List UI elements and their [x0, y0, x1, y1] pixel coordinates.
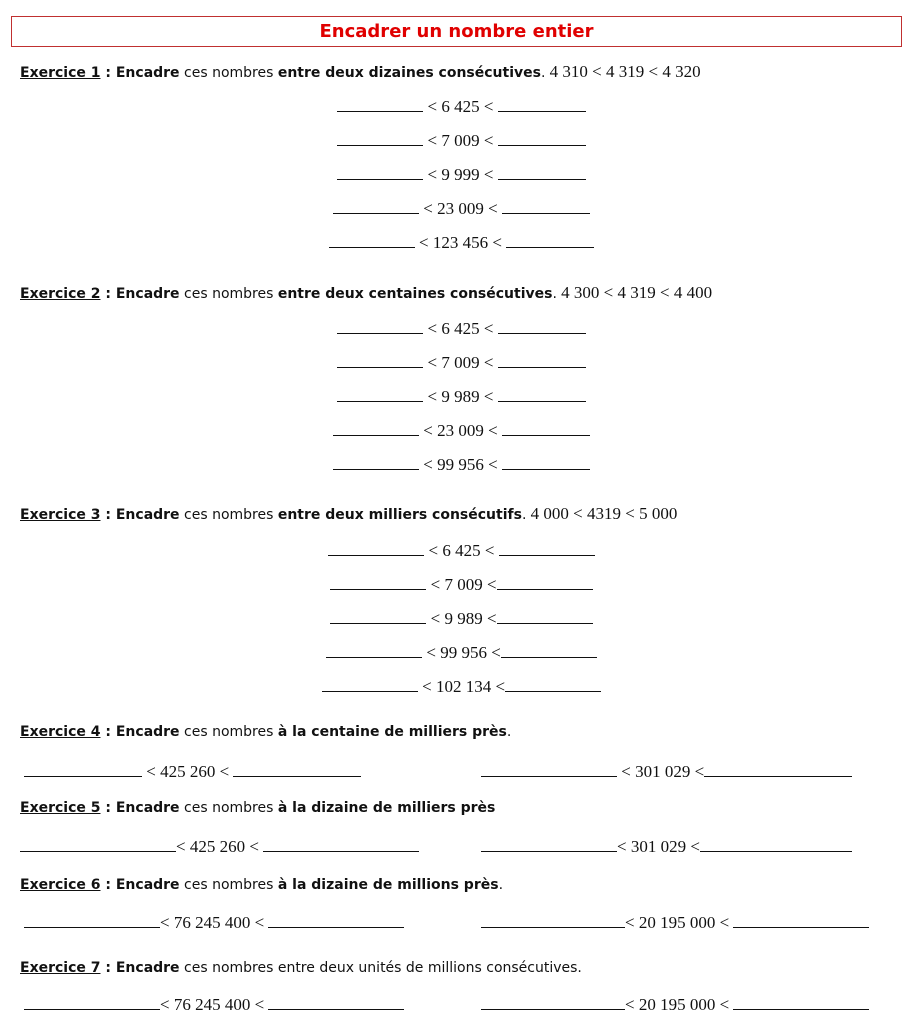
exercise-middle: ces nombres [179, 877, 278, 893]
answer-blank-right[interactable] [268, 995, 404, 1010]
bracket-number: < 6 425 < [427, 319, 494, 338]
answer-blank-right[interactable] [497, 575, 593, 590]
answer-blank-right[interactable] [700, 837, 852, 852]
answer-blank-right[interactable] [263, 837, 419, 852]
bracket-row [0, 353, 923, 373]
answer-blank-left[interactable] [333, 199, 419, 214]
exercise-colon: : [100, 65, 116, 81]
exercise-example: 4 000 < 4319 < 5 000 [526, 504, 678, 523]
bracket-number: < 7 009 < [427, 353, 494, 372]
exercise-verb: Encadre [115, 65, 180, 81]
bracket-row [0, 643, 923, 663]
bracket-number: < 9 989 < [427, 387, 494, 406]
answer-blank-left[interactable] [322, 677, 418, 692]
answer-blank-right[interactable] [498, 131, 586, 146]
bracket-number: < 23 009 < [423, 199, 498, 218]
answer-blank-right[interactable] [233, 762, 361, 777]
answer-blank-left[interactable] [337, 387, 423, 402]
exercise-verb: Encadre [115, 800, 180, 816]
bracket-row [0, 575, 923, 595]
bracket-number: < 6 425 < [427, 97, 494, 116]
exercise-end: . [498, 877, 504, 893]
answer-blank-right[interactable] [506, 233, 594, 248]
bracket-row [0, 455, 923, 475]
exercise-colon: : [100, 724, 116, 740]
exercise-label: Exercice 6 [20, 877, 101, 893]
exercise-6-heading [20, 877, 503, 893]
exercise-middle: ces nombres [179, 286, 278, 302]
answer-blank-right[interactable] [497, 609, 593, 624]
bracket-number: < 76 245 400 < [160, 913, 265, 932]
bracket-number: < 425 260 < [146, 762, 230, 781]
answer-blank-left[interactable] [328, 541, 424, 556]
bracket-number: < 9 989 < [430, 609, 497, 628]
bracket-pair-left [24, 762, 361, 782]
answer-blank-right[interactable] [733, 913, 869, 928]
bracket-pair-right [481, 837, 852, 857]
bracket-number: < 20 195 000 < [625, 995, 730, 1014]
exercise-end: . [540, 65, 546, 81]
answer-blank-left[interactable] [24, 913, 160, 928]
exercise-5-heading [20, 800, 495, 816]
exercise-middle: ces nombres [179, 800, 278, 816]
answer-blank-right[interactable] [502, 455, 590, 470]
answer-blank-left[interactable] [329, 233, 415, 248]
exercise-label: Exercice 4 [20, 724, 101, 740]
bracket-row [0, 609, 923, 629]
exercise-end: . [506, 724, 512, 740]
answer-blank-left[interactable] [20, 837, 176, 852]
bracket-row [0, 541, 923, 561]
bracket-number: < 9 999 < [427, 165, 494, 184]
exercise-end: . [552, 286, 557, 302]
bracket-number: < 102 134 < [422, 677, 506, 696]
bracket-pair-right [481, 762, 852, 782]
answer-blank-right[interactable] [498, 387, 586, 402]
exercise-middle: ces nombres [179, 724, 278, 740]
bracket-row [0, 677, 923, 697]
exercise-middle: ces nombres [179, 507, 278, 523]
answer-blank-right[interactable] [704, 762, 852, 777]
exercise-instruction: entre deux centaines consécutives [277, 286, 553, 302]
title-box [11, 16, 902, 47]
answer-blank-right[interactable] [498, 97, 586, 112]
exercise-end: . [521, 507, 527, 523]
exercise-instruction: entre deux dizaines consécutives [277, 65, 541, 81]
answer-blank-left[interactable] [337, 131, 423, 146]
page-title: Encadrer un nombre entier [319, 21, 594, 42]
answer-blank-right[interactable] [499, 541, 595, 556]
answer-blank-right[interactable] [502, 199, 590, 214]
exercise-instruction: à la dizaine de milliers près [277, 800, 496, 816]
answer-blank-left[interactable] [333, 421, 419, 436]
exercise-1-heading [20, 62, 701, 82]
bracket-row [0, 387, 923, 407]
exercise-label: Exercice 5 [20, 800, 101, 816]
bracket-row [0, 97, 923, 117]
bracket-number: < 6 425 < [428, 541, 495, 560]
bracket-row [0, 233, 923, 253]
answer-blank-right[interactable] [268, 913, 404, 928]
bracket-row [0, 199, 923, 219]
bracket-pair-left [24, 995, 404, 1015]
exercise-example: 4 300 < 4 319 < 4 400 [556, 283, 713, 302]
exercise-2-heading [20, 283, 712, 303]
exercise-label: Exercice 2 [20, 286, 101, 302]
answer-blank-left[interactable] [337, 319, 423, 334]
answer-blank-right[interactable] [498, 319, 586, 334]
answer-blank-left[interactable] [337, 353, 423, 368]
exercise-7-heading [20, 960, 582, 976]
answer-blank-left[interactable] [24, 995, 160, 1010]
exercise-example: 4 310 < 4 319 < 4 320 [545, 62, 701, 81]
answer-blank-right[interactable] [502, 421, 590, 436]
exercise-instruction: à la centaine de milliers près [277, 724, 507, 740]
bracket-row [0, 131, 923, 151]
answer-blank-left[interactable] [481, 913, 625, 928]
exercise-verb: Encadre [115, 286, 180, 302]
exercise-middle: ces nombres entre deux unités de millions consécutives. [179, 960, 582, 976]
bracket-number: < 301 029 < [617, 837, 700, 856]
bracket-number: < 76 245 400 < [160, 995, 265, 1014]
exercise-colon: : [100, 800, 116, 816]
bracket-number: < 7 009 < [430, 575, 497, 594]
exercise-instruction: entre deux milliers consécutifs [277, 507, 522, 523]
bracket-number: < 123 456 < [419, 233, 502, 252]
bracket-row [0, 421, 923, 441]
exercise-colon: : [100, 286, 116, 302]
exercise-middle: ces nombres [179, 65, 278, 81]
answer-blank-right[interactable] [498, 353, 586, 368]
bracket-row [0, 319, 923, 339]
answer-blank-right[interactable] [505, 677, 601, 692]
answer-blank-left[interactable] [330, 609, 426, 624]
exercise-verb: Encadre [115, 877, 180, 893]
answer-blank-right[interactable] [501, 643, 597, 658]
bracket-number: < 23 009 < [423, 421, 498, 440]
answer-blank-right[interactable] [733, 995, 869, 1010]
exercise-label: Exercice 3 [20, 507, 101, 523]
bracket-pair-right [481, 995, 869, 1015]
answer-blank-left[interactable] [24, 762, 142, 777]
bracket-number: < 20 195 000 < [625, 913, 730, 932]
bracket-row [0, 165, 923, 185]
answer-blank-left[interactable] [333, 455, 419, 470]
answer-blank-left[interactable] [481, 837, 617, 852]
exercise-3-heading [20, 504, 677, 524]
exercise-verb: Encadre [115, 507, 180, 523]
answer-blank-left[interactable] [481, 995, 625, 1010]
exercise-verb: Encadre [115, 960, 180, 976]
exercise-instruction: à la dizaine de millions près [277, 877, 499, 893]
answer-blank-left[interactable] [481, 762, 617, 777]
bracket-number: < 301 029 < [621, 762, 705, 781]
exercise-verb: Encadre [115, 724, 180, 740]
exercise-colon: : [100, 960, 116, 976]
bracket-number: < 99 956 < [426, 643, 501, 662]
bracket-pair-left [20, 837, 419, 857]
bracket-number: < 7 009 < [427, 131, 494, 150]
bracket-number: < 99 956 < [423, 455, 498, 474]
bracket-pair-left [24, 913, 404, 933]
bracket-number: < 425 260 < [176, 837, 259, 856]
exercise-colon: : [100, 507, 116, 523]
exercise-label: Exercice 1 [20, 65, 101, 81]
exercise-4-heading [20, 724, 511, 740]
answer-blank-left[interactable] [337, 165, 423, 180]
exercise-colon: : [100, 877, 116, 893]
bracket-pair-right [481, 913, 869, 933]
answer-blank-right[interactable] [498, 165, 586, 180]
answer-blank-left[interactable] [330, 575, 426, 590]
answer-blank-left[interactable] [326, 643, 422, 658]
exercise-label: Exercice 7 [20, 960, 101, 976]
answer-blank-left[interactable] [337, 97, 423, 112]
